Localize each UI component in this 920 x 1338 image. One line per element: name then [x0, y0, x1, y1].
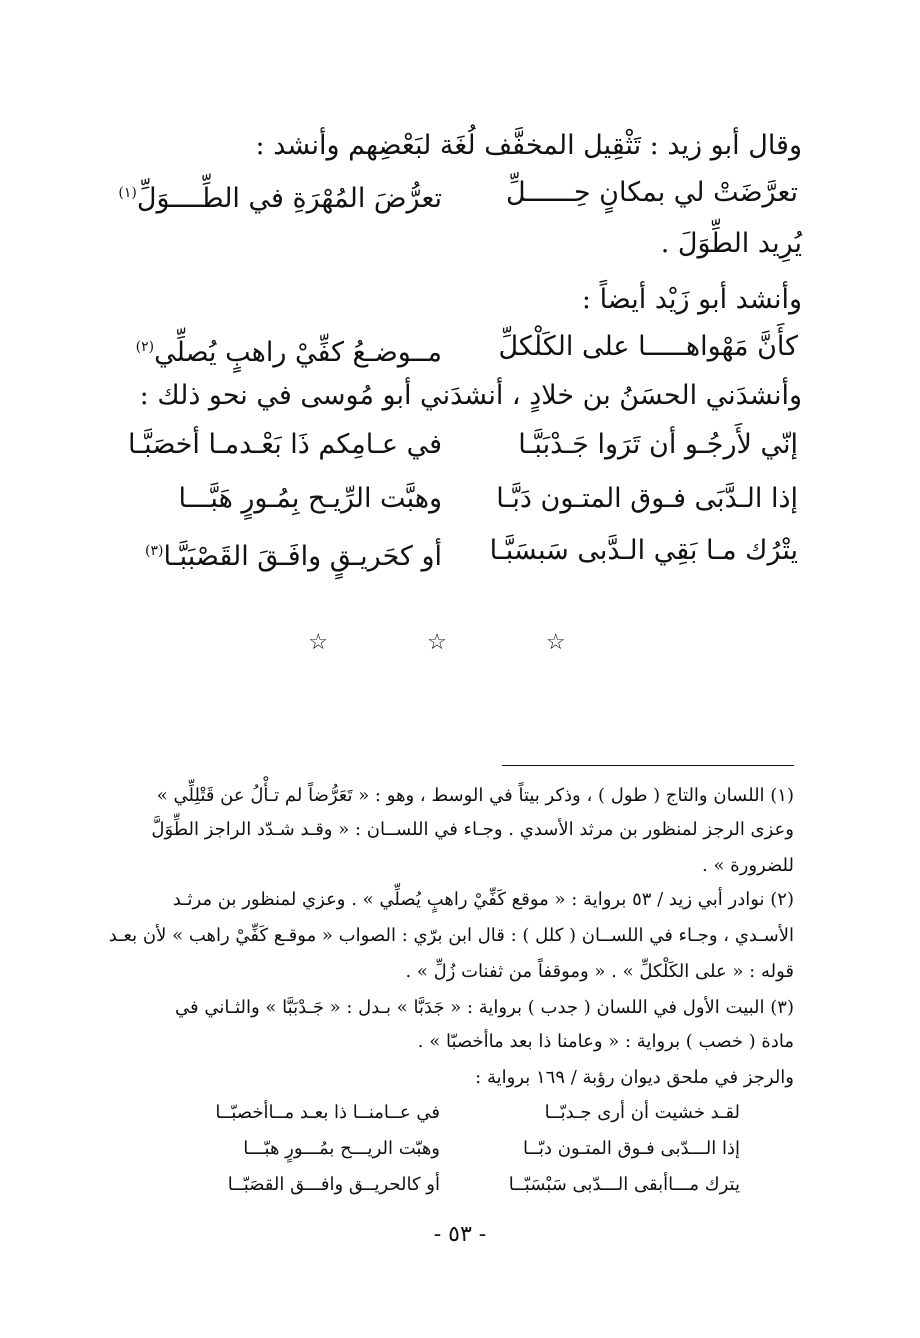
footnote-ref-2: (٢) — [135, 339, 155, 355]
verse-3-second-hemistich: في عـامِكم ذَا بَعْـدمـا أخصَبَّـا — [128, 429, 442, 460]
verse-5-second-text: أو كحَريـقٍ وافَـقَ القَصْبَبَّـا — [163, 541, 442, 572]
verse-1-second-text: تعرُّضَ المُهْرَةِ في الطِّــــوَلِّ — [136, 183, 442, 214]
footnote-verse-2 — [180, 1132, 740, 1166]
footnote-1-line-1: (١) اللسان والتاج ( طول ) ، وذكر بيتاً في الوسط ، وهو : « تَعَرُّضاً لم تـأْلُ عن قَتْلِلِّي » — [156, 785, 794, 806]
verse-3 — [122, 424, 798, 466]
footnote-2-line-2: الأسـدي ، وجـاء في اللســان ( كلل ) : قال ابن برّي : الصواب « موقـع كَفِّيْ راهب » لأن بعـد — [108, 925, 794, 946]
text-line-3: وأنشد أبو زَيْد أيضاً : — [581, 284, 802, 315]
verse-2-second-hemistich — [122, 326, 442, 374]
footnote-verse-2-first: إذا الـــدّبى فـوق المتـون دبّــا — [523, 1138, 740, 1159]
footnote-verse-3-second: أو كالحريــق وافـــق القصَبّــا — [227, 1174, 440, 1195]
verse-5 — [122, 530, 798, 572]
footnote-verse-3 — [180, 1168, 740, 1202]
verse-1 — [118, 172, 798, 214]
verse-5-first-hemistich: يتْرُك مـا بَقِي الـدَّبى سَبسَبَّـا — [489, 535, 798, 566]
footnote-3-line-2: مادة ( خصب ) برواية : « وعامنا ذا بعد ماأخصبّا » . — [417, 1031, 794, 1052]
page-number: - ٥٣ - — [433, 1222, 487, 1247]
verse-4 — [122, 478, 798, 520]
footnote-1-line-3: للضرورة » . — [702, 855, 794, 876]
footnote-2-line-1: (٢) نوادر أبي زيد / ٥٣ برواية : « موقع كَفِّيْ راهبٍ يُصلِّي » . وعزي لمنظور بن مرثـد — [172, 889, 794, 910]
text-line-4: وأنشدَني الحسَنُ بن خلادٍ ، أنشدَني أبو مُوسى في نحو ذلك : — [139, 380, 802, 411]
text-line-2: يُرِيد الطِّوَلَ . — [660, 228, 802, 259]
verse-3-first-hemistich: إنّي لأَرجُـو أن تَرَوا جَـدْبَبَّـا — [518, 429, 798, 460]
verse-1-first-hemistich: تعرَّضَتْ لي بمكانٍ حِــــــلِّ — [505, 177, 798, 208]
verse-5-second-hemistich — [122, 530, 442, 578]
verse-4-second-hemistich: وهبَّت الرِّيـح بِمُـورٍ هَبَّـــا — [178, 483, 442, 514]
footnote-ref-1: (١) — [118, 185, 137, 201]
footnote-verse-1-first: لقـد خشيت أن أرى جـدبّــا — [544, 1102, 740, 1123]
verse-2-first-hemistich: كأَنَّ مَهْواهـــــا على الكَلْكلِّ — [498, 331, 798, 362]
footnote-verse-1 — [180, 1096, 740, 1130]
footnote-1-line-2: وعزى الرجز لمنظور بن مرثد الأسدي . وجـاء في اللســان : « وقـد شـدّد الراجز الطِّوَلَّ — [151, 819, 794, 840]
verse-2 — [122, 326, 798, 368]
section-divider-stars: ☆ ☆ ☆ — [308, 630, 612, 655]
footnote-3-line-3: والرجز في ملحق ديوان رؤبة / ١٦٩ برواية : — [475, 1067, 794, 1088]
verse-2-second-text: مــوضـعُ كفِّيْ راهبٍ يُصلِّي — [154, 337, 442, 368]
footnote-verse-1-second: في عــامنــا ذا بعـد مــاأخصبّــا — [215, 1102, 440, 1123]
footnote-separator — [502, 765, 794, 766]
verse-4-first-hemistich: إذا الـدَّبَى فـوق المتـون دَبَّـا — [496, 483, 798, 514]
footnote-ref-3: (٣) — [145, 543, 164, 559]
footnote-verse-2-second: وهبّت الريـــح بمُـــورٍ هبّـــا — [243, 1138, 440, 1159]
footnote-3-line-1: (٣) البيت الأول في اللسان ( جدب ) برواية : « جَدَبَّا » بـدل : « جَـدْبَبَّا » والثـاني في — [175, 997, 794, 1018]
footnote-verse-3-first: يترك مـــاأبقى الـــدّبى سَبْسَبّــا — [508, 1174, 740, 1195]
text-line-1: وقال أبو زيد : تَثْقِيل المخفَّف لُغَة لبَعْضِهم وأنشد : — [255, 130, 802, 161]
verse-1-second-hemistich — [118, 172, 442, 220]
footnote-2-line-3: قوله : « على الكَلْكلِّ » . « وموقفاً من ثفنات زُلِّ » . — [405, 961, 794, 982]
